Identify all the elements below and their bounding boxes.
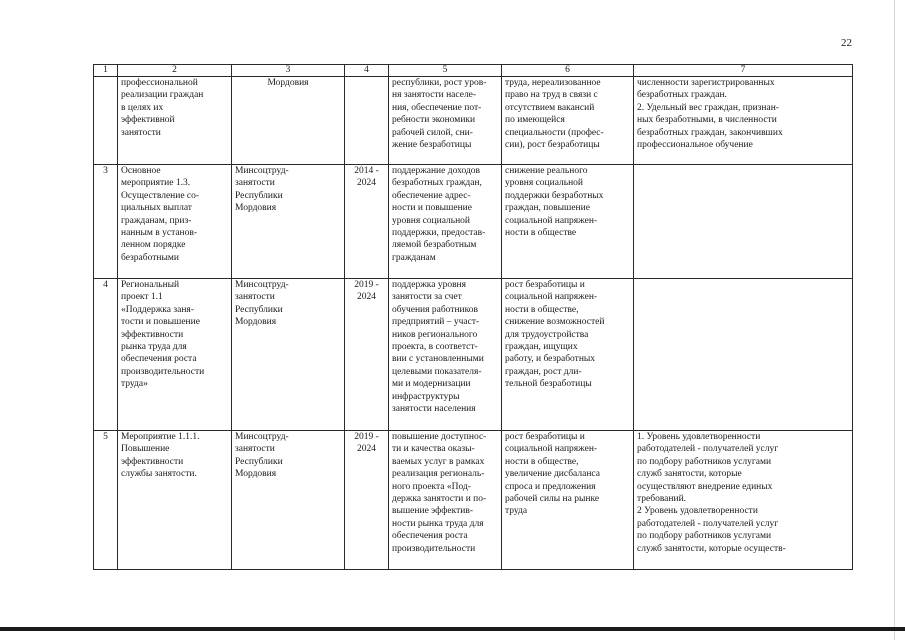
- table-row: [94, 77, 853, 165]
- table-header-row: [94, 65, 853, 77]
- measure-name-cell: Региональный проект 1.1 «Поддержка заня- тости и повышение эффективности рынка труда для обеспечения роста производительности труда»: [118, 279, 232, 431]
- expected-result-cell: поддержание доходов безработных граждан, обеспечение адрес- ности и повышение уровня социальной поддержки, предостав- ляемой безработным гражданам: [389, 165, 502, 279]
- indicators-cell: [634, 279, 853, 431]
- consequences-cell: рост безработицы и социальной напряжен- ности в обществе, снижение возможностей для трудоустройства граждан, ищущих работу, и безработных граждан, рост дли- тельной безработицы: [502, 279, 634, 431]
- expected-result-cell: республики, рост уров- ня занятости населе- ния, обеспечение пот- ребности экономики рабочей силой, сни- жение безработицы: [389, 77, 502, 165]
- measure-name-cell: Мероприятие 1.1.1. Повышение эффективности службы занятости.: [118, 431, 232, 570]
- period-cell: 2014 - 2024: [345, 165, 389, 279]
- row-number: [94, 77, 118, 165]
- consequences-cell: рост безработицы и социальной напряжен- ности в обществе, увеличение дисбаланса спроса и предложения рабочей силы на рынке труда: [502, 431, 634, 570]
- expected-result-cell: поддержка уровня занятости за счет обучения работников предприятий – участ- ников регионального проекта, в соответст- вии с установленными целевыми показателя- ми и модернизации инфраструктуры занятости населения: [389, 279, 502, 431]
- page-number: 22: [841, 37, 852, 49]
- page-edge-line: [894, 0, 895, 640]
- table-row: [94, 279, 853, 431]
- expected-result-cell: повышение доступнос- ти и качества оказы- ваемых услуг в рамках реализация региональ- ного проекта «Под- держка занятости и по- вышение эффектив- ности рынка труда для обеспечения роста производительности: [389, 431, 502, 570]
- measure-name-cell: профессиональной реализации граждан в целях их эффективной занятости: [118, 77, 232, 165]
- column-number-header: 1: [94, 65, 118, 77]
- table-row: [94, 165, 853, 279]
- row-number: 4: [94, 279, 118, 431]
- page-bottom-border: [0, 627, 905, 631]
- column-number-header: 3: [232, 65, 345, 77]
- row-number: 3: [94, 165, 118, 279]
- indicators-cell: численности зарегистрированных безработных граждан. 2. Удельный вес граждан, признан- ных безработными, в численности безработных граждан, закончивших профессиональное обучение: [634, 77, 853, 165]
- column-number-header: 2: [118, 65, 232, 77]
- program-measures-table: [93, 64, 853, 570]
- measure-name-cell: Основное мероприятие 1.3. Осуществление со- циальных выплат гражданам, приз- нанным в установ- ленном порядке безработными: [118, 165, 232, 279]
- table-row: [94, 431, 853, 570]
- period-cell: 2019 - 2024: [345, 431, 389, 570]
- indicators-cell: [634, 165, 853, 279]
- column-number-header: 5: [389, 65, 502, 77]
- column-number-header: 7: [634, 65, 853, 77]
- period-cell: [345, 77, 389, 165]
- executor-cell: Минсоцтруд- занятости Республики Мордовия: [232, 431, 345, 570]
- consequences-cell: труда, нереализованное право на труд в связи с отсутствием вакансий по имеющейся специальности (профес- сии), рост безработицы: [502, 77, 634, 165]
- executor-cell: Минсоцтруд- занятости Республики Мордовия: [232, 165, 345, 279]
- period-cell: 2019 - 2024: [345, 279, 389, 431]
- indicators-cell: 1. Уровень удовлетворенности работодателей - получателей услуг по подбору работников услугами служб занятости, которые осуществляют внедрение единых требований. 2 Уровень удовлетворенности работодателей - получателей услуг по подбору работников услугами служб занятости, которые осуществ-: [634, 431, 853, 570]
- executor-cell: Мордовия: [232, 77, 345, 165]
- row-number: 5: [94, 431, 118, 570]
- column-number-header: 6: [502, 65, 634, 77]
- executor-cell: Минсоцтруд- занятости Республики Мордовия: [232, 279, 345, 431]
- consequences-cell: снижение реального уровня социальной поддержки безработных граждан, повышение социальной напряжен- ности в обществе: [502, 165, 634, 279]
- column-number-header: 4: [345, 65, 389, 77]
